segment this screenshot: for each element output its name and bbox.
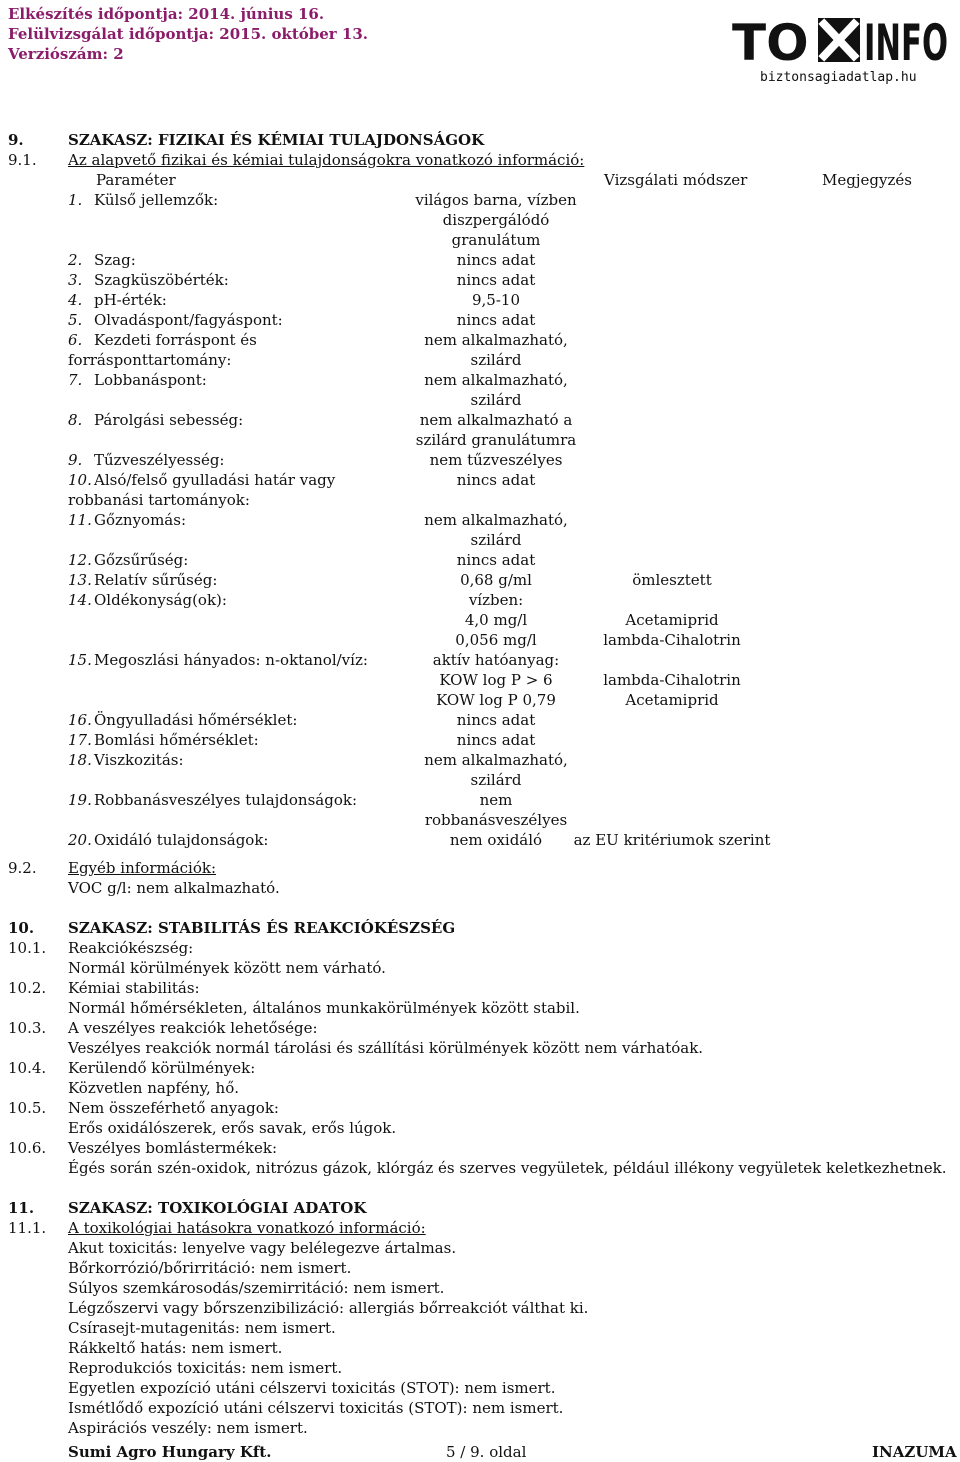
property-label: Szagküszöbérték: [94,271,229,289]
property-label: Relatív sűrűség: [94,571,218,589]
toxicology-item: Légzőszervi vagy bőrszenzibilizáció: allergiás bőrreakciót válthat ki. [68,1299,589,1317]
property-number: 20. [68,831,92,849]
section-11-number: 11. [8,1199,35,1217]
property-value: 0,68 g/ml [460,571,532,589]
property-value: nincs adat [456,711,536,729]
property-label: Gőzsűrűség: [94,551,189,569]
toxicology-item: Reprodukciós toxicitás: nem ismert. [68,1359,343,1377]
property-value: robbanásveszélyes [424,811,568,829]
section-9-number: 9. [8,131,24,149]
toxicology-item: Rákkeltő hatás: nem ismert. [68,1339,283,1357]
property-number: 6. [68,331,83,349]
property-number: 13. [68,571,92,589]
subsection-title: Veszélyes bomlástermékek: [68,1139,278,1157]
property-method: lambda-Cihalotrin [603,631,741,649]
logo-url: biztonsagiadatlap.hu [760,70,917,85]
subsection-title: A veszélyes reakciók lehetősége: [68,1019,318,1037]
property-value: szilárd [470,351,522,369]
column-header-parameter: Paraméter [96,171,176,189]
property-method: lambda-Cihalotrin [603,671,741,689]
property-value: granulátum [451,231,541,249]
property-number: 3. [68,271,83,289]
property-value: 9,5-10 [471,291,520,309]
property-value: nem alkalmazható, [424,371,568,389]
toxicology-item: Bőrkorrózió/bőrirritáció: nem ismert. [68,1259,352,1277]
subsection-number: 10.5. [8,1099,47,1117]
toxicology-item: Csírasejt-mutagenitás: nem ismert. [68,1319,336,1337]
property-number: 19. [68,791,92,809]
property-value: nem alkalmazható, [424,511,568,529]
property-number: 14. [68,591,92,609]
section-10-title: SZAKASZ: STABILITÁS ÉS REAKCIÓKÉSZSÉG [68,919,456,937]
subsection-text: Normál körülmények között nem várható. [68,959,386,977]
property-label: Szag: [94,251,136,269]
property-label: Oldékonyság(ok): [94,591,227,609]
property-number: 16. [68,711,92,729]
subsection-9-2-title: Egyéb információk: [68,859,217,877]
property-value: 0,056 mg/l [455,631,537,649]
subsection-number: 10.4. [8,1059,47,1077]
property-label: Olvadáspont/fagyáspont: [94,311,283,329]
subsection-9-2-number: 9.2. [8,859,37,877]
revision-date: Felülvizsgálat időpontja: 2015. október 13. [8,25,369,43]
property-label: Gőznyomás: [94,511,186,529]
column-header-note: Megjegyzés [822,171,912,189]
property-method: Acetamiprid [625,691,719,709]
property-label: Megoszlási hányados: n-oktanol/víz: [94,651,368,669]
subsection-title: Reakciókészség: [68,939,194,957]
subsection-11-1-title: A toxikológiai hatásokra vonatkozó információ: [68,1219,426,1237]
property-value: nem oxidáló [449,831,543,849]
property-label: Alsó/felső gyulladási határ vagy [94,471,336,489]
property-label: Oxidáló tulajdonságok: [94,831,269,849]
property-value: nem [479,791,513,809]
property-label: pH-érték: [94,291,167,309]
hazard-x-icon [818,18,860,62]
property-value: szilárd [470,391,522,409]
property-number: 8. [68,411,83,429]
property-value: nem tűzveszélyes [429,451,563,469]
property-value: nincs adat [456,551,536,569]
property-label: Külső jellemzők: [94,191,219,209]
subsection-text: Erős oxidálószerek, erős savak, erős lúgok. [68,1119,397,1137]
property-number: 9. [68,451,83,469]
section-10-number: 10. [8,919,35,937]
section-9-title: SZAKASZ: FIZIKAI ÉS KÉMIAI TULAJDONSÁGOK [68,131,485,149]
property-value: KOW log P 0,79 [436,691,556,709]
subsection-title: Nem összeférhető anyagok: [68,1099,279,1117]
toxicology-item: Akut toxicitás: lenyelve vagy belélegezve ártalmas. [68,1239,457,1257]
subsection-title: Kémiai stabilitás: [68,979,200,997]
footer-product: INAZUMA [872,1443,957,1461]
footer-page-number: 5 / 9. oldal [446,1443,527,1461]
property-number: 15. [68,651,92,669]
property-number: 17. [68,731,92,749]
property-value: világos barna, vízben [415,191,577,209]
subsection-text: Normál hőmérsékleten, általános munkakörülmények között stabil. [68,999,580,1017]
property-label: Kezdeti forráspont és [94,331,257,349]
logo-text-left: TO [732,14,809,66]
footer-company: Sumi Agro Hungary Kft. [68,1443,272,1461]
voc-text: VOC g/l: nem alkalmazható. [68,879,280,897]
property-number: 4. [68,291,83,309]
subsection-title: Kerülendő körülmények: [68,1059,256,1077]
property-method: Acetamiprid [625,611,719,629]
subsection-text: Közvetlen napfény, hő. [68,1079,239,1097]
subsection-text: Veszélyes reakciók normál tárolási és szállítási körülmények között nem várhatóak. [68,1039,704,1057]
property-label-continued: forrásponttartomány: [68,351,232,369]
subsection-9-1-number: 9.1. [8,151,37,169]
property-number: 12. [68,551,92,569]
property-label: Bomlási hőmérséklet: [94,731,259,749]
property-value: nincs adat [456,271,536,289]
property-value: 4,0 mg/l [464,611,528,629]
property-value: nincs adat [456,471,536,489]
property-number: 2. [68,251,83,269]
property-value: KOW log P > 6 [439,671,553,689]
column-header-method: Vizsgálati módszer [604,171,748,189]
property-value: nem alkalmazható a [419,411,573,429]
property-number: 7. [68,371,83,389]
property-label: Öngyulladási hőmérséklet: [94,711,298,729]
subsection-9-1-title: Az alapvető fizikai és kémiai tulajdonságokra vonatkozó információ: [68,151,585,169]
subsection-number: 10.3. [8,1019,47,1037]
subsection-11-1-number: 11.1. [8,1219,47,1237]
property-label-continued: robbanási tartományok: [68,491,250,509]
property-value: vízben: [468,591,524,609]
property-number: 18. [68,751,92,769]
property-number: 5. [68,311,83,329]
property-label: Viszkozitás: [94,751,184,769]
subsection-number: 10.6. [8,1139,47,1157]
toxicology-item: Egyetlen expozíció utáni célszervi toxicitás (STOT): nem ismert. [68,1379,556,1397]
property-value: nincs adat [456,311,536,329]
property-value: nem alkalmazható, [424,751,568,769]
property-label: Tűzveszélyesség: [94,451,225,469]
toxicology-item: Ismétlődő expozíció utáni célszervi toxicitás (STOT): nem ismert. [68,1399,564,1417]
subsection-number: 10.1. [8,939,47,957]
logo-text-right: INFO [864,14,948,66]
prepared-date: Elkészítés időpontja: 2014. június 16. [8,5,325,23]
section-11-title: SZAKASZ: TOXIKOLÓGIAI ADATOK [68,1199,367,1217]
version-number: Verziószám: 2 [8,45,124,63]
property-number: 10. [68,471,92,489]
toxicology-item: Súlyos szemkárosodás/szemirritáció: nem ismert. [68,1279,445,1297]
property-number: 1. [68,191,83,209]
property-value: aktív hatóanyag: [432,651,560,669]
subsection-text: Égés során szén-oxidok, nitrózus gázok, klórgáz és szerves vegyületek, például illékony vegyületek keletkezhetnek. [68,1159,947,1177]
property-method: ömlesztett [632,571,712,589]
property-value: nincs adat [456,251,536,269]
property-value: szilárd granulátumra [415,431,577,449]
property-label: Párolgási sebesség: [94,411,244,429]
toxinfo-logo [732,14,948,66]
toxicology-item: Aspirációs veszély: nem ismert. [68,1419,308,1437]
property-value: diszpergálódó [442,211,550,229]
property-value: nem alkalmazható, [424,331,568,349]
property-method: az EU kritériumok szerint [573,831,771,849]
subsection-number: 10.2. [8,979,47,997]
property-number: 11. [68,511,92,529]
property-value: szilárd [470,771,522,789]
property-value: szilárd [470,531,522,549]
property-label: Lobbanáspont: [94,371,207,389]
property-label: Robbanásveszélyes tulajdonságok: [94,791,358,809]
property-value: nincs adat [456,731,536,749]
